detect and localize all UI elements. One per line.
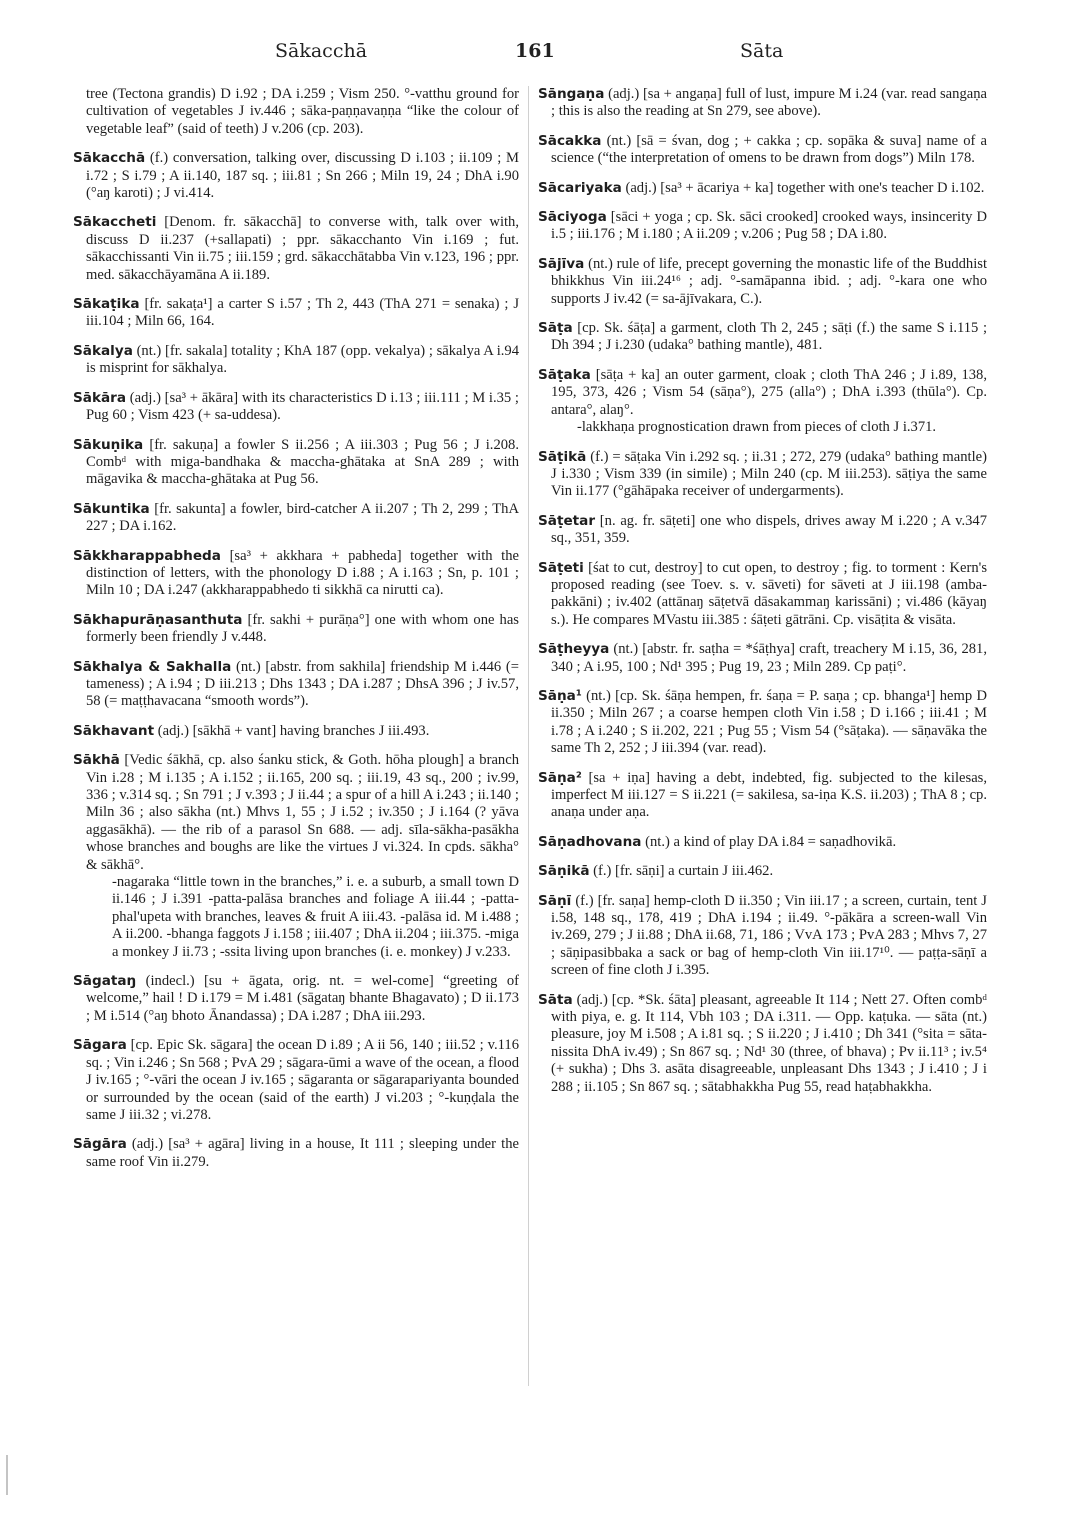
- running-head-right: Sāta: [740, 40, 784, 62]
- dictionary-entry: [538, 367, 987, 437]
- headword: Sāta: [538, 991, 573, 1008]
- dictionary-entry: [538, 180, 987, 197]
- entry-text: [n. ag. fr. sāṭeti] one who dispels, drives away M i.220 ; A v.347 sq., 351, 359.: [551, 512, 987, 547]
- headword: Sāṇa¹: [538, 687, 582, 704]
- left-column: [73, 86, 519, 1183]
- headword: Sāṭeti: [538, 559, 584, 576]
- headword: Sākacchā: [73, 150, 146, 167]
- headword: Sāngaṇa: [538, 86, 605, 102]
- entry-text: (adj.) [sa + angaṇa] full of lust, impure M i.24 (var. read sangaṇa ; this is also the reading at Sn 279, see above).: [551, 86, 987, 120]
- page-number: 161: [515, 40, 555, 62]
- headword: Sāṇikā: [538, 863, 590, 880]
- entry-text: [sa + iṇa] having a debt, indebted, fig. subjected to the kilesas, imperfect M iii.127 = S ii.221 (= sakilesa, sa-iṇa K.S. ii.203) ; ThA 8 ; cp. anaṇa under aṇa.: [551, 769, 987, 821]
- margin-mark: [6, 1455, 8, 1495]
- headword: Sāṭaka: [538, 366, 591, 383]
- headword: Sākaṭika: [73, 296, 140, 313]
- dictionary-entry: [73, 86, 519, 138]
- headword: Sāṇa²: [538, 769, 582, 786]
- entry-text: [cp. Epic Sk. sāgara] the ocean D i.89 ; A ii 56, 140 ; iii.52 ; v.116 sq. ; Vin i.246 ; Sn 568 ; PvA 29 ; sāgara-ūmi a wave of the ocean, a flood J iv.165 ; °-vāri the ocean J iv.165 ; sāgaranta or sāgarapariyanta bounded or surrounded by the ocean (said of the earth) J vi.203 ; °-kuṇḍala the same J iii.32 ; vi.278.: [86, 1037, 519, 1123]
- dictionary-entry: [538, 834, 987, 851]
- dictionary-entry: [538, 863, 987, 880]
- dictionary-entry: [73, 343, 519, 378]
- entry-text: (nt.) [sā = śvan, dog ; + cakka ; cp. sopāka & suva] name of a science (“the interpretation of omens to be drawn from dogs”) Miln 178.: [551, 132, 987, 167]
- dictionary-entry: [73, 723, 519, 740]
- dictionary-entry: [538, 893, 987, 980]
- entry-text: (nt.) [abstr. from sakhila] friendship M i.446 (= tameness) ; A i.94 ; D iii.213 ; Dhs 1343 ; DA i.287 ; DhsA 396 ; J iv.57, 58 (= maṭṭhavacana “smooth words”).: [86, 658, 519, 710]
- dictionary-entry: [73, 752, 519, 961]
- entry-text: (adj.) [sa³ + ācariya + ka] together with one's teacher D i.102.: [621, 179, 985, 196]
- entry-text: [fr. sakuṇa] a fowler S ii.256 ; A iii.303 ; Pug 56 ; J i.208. Combᵈ with miga-bandhaka & maccha-ghātaka at SnA 289 ; with māgavika & maccha-ghātaka at Pug 56.: [86, 436, 519, 488]
- dictionary-entry: [73, 612, 519, 647]
- entry-text: (nt.) rule of life, precept governing the monastic life of the Buddhist bhikkhus Vin iii.24¹⁶ ; adj. °-samāpanna ibid. ; adj. °-kara one who supports J iv.42 (= sa-ājīvakara, C.).: [551, 255, 987, 307]
- headword: Sāṭheyya: [538, 641, 610, 658]
- headword: Sāciyoga: [538, 209, 607, 226]
- headword: Sāṇī: [538, 892, 572, 909]
- headword: Sāṭa: [538, 320, 573, 337]
- entry-text: (indecl.) [su + āgata, orig. nt. = wel-come] “greeting of welcome,” hail ! D i.179 = M i.481 (sāgataŋ bhante Bhagavato) ; D ii.173 ; M i.514 (°aŋ bhoto Ānandassa) ; DA i.287 ; DhA iii.293.: [86, 973, 519, 1024]
- headword: Sākuṇika: [73, 436, 144, 453]
- headword: Sākuntika: [73, 500, 150, 517]
- entry-text: [fr. sakhi + purāṇa°] one with whom one has formerly been friendly J v.448.: [86, 611, 519, 646]
- entry-text: [sāṭa + ka] an outer garment, cloak ; cloth ThA 246 ; J i.89, 138, 195, 373, 426 ; Vism 54 (sāṇa°), 275 (alla°) ; DhA i.393 (thūla°). Cp. antara°, alaŋ°.: [551, 366, 987, 418]
- headword: Sājīva: [538, 255, 585, 272]
- dictionary-entry: [538, 992, 987, 1096]
- compounds-subentry: -lakkhaṇa prognostication drawn from pieces of cloth J i.371.: [577, 419, 937, 436]
- dictionary-entry: [538, 133, 987, 168]
- headword: Sāṭikā: [538, 448, 587, 465]
- headword: Sākāra: [73, 389, 127, 406]
- headword: Sākalya: [73, 342, 133, 359]
- entry-text: (adj.) [sa³ + ākāra] with its characteristics D i.13 ; iii.111 ; M i.35 ; Pug 60 ; Vism 423 (+ sa-uddesa).: [86, 389, 519, 424]
- dictionary-entry: [73, 501, 519, 536]
- headword: Sāṭetar: [538, 512, 596, 529]
- dictionary-entry: [73, 659, 519, 711]
- dictionary-entry: [538, 688, 987, 758]
- dictionary-entry: [538, 513, 987, 548]
- dictionary-entry: [538, 320, 987, 355]
- entry-text: [fr. sakunta] a fowler, bird-catcher A ii.207 ; Th 2, 299 ; ThA 227 ; DA i.162.: [86, 500, 519, 535]
- entry-text: (nt.) a kind of play DA i.84 = saṇadhovikā.: [641, 833, 897, 850]
- right-column: [538, 86, 987, 1108]
- headword: Sāgara: [73, 1037, 127, 1054]
- dictionary-entry: [73, 1037, 519, 1124]
- entry-text: tree (Tectona grandis) D i.92 ; DA i.259 ; Vism 250. °-vatthu ground for cultivation of vegetables J iv.446 ; sāka-paṇṇavaṇṇa “like the colour of vegetable leaf” (said of teeth) J v.206 (cp. 203).: [86, 86, 519, 137]
- dictionary-entry: [538, 770, 987, 822]
- headword: Sāgāra: [73, 1136, 127, 1153]
- entry-text: (adj.) [sākhā + vant] having branches J iii.493.: [154, 722, 430, 739]
- headword: Sākhā: [73, 752, 120, 769]
- entry-text: (f.) [fr. saṇa] hemp-cloth D ii.350 ; Vin iii.17 ; a screen, curtain, tent J i.58, 148 sq., 178, 419 ; DhA i.194 ; ii.49. °-pākāra a screen-wall Vin iv.269, 279 ; J ii.88 ; DhA ii.68, 71, 186 ; VvA 173 ; PvA 283 ; Mhvs 7, 27 ; sāṇipasibbaka a sack or bag of hemp-cloth Vin iii.17¹⁰. — paṭṭa-sāṇī a screen of fine cloth J i.395.: [551, 892, 987, 979]
- dictionary-entry: [73, 296, 519, 331]
- compounds-subentry: -nagaraka “little town in the branches,” i. e. a suburb, a small town D ii.146 ; J i.391 -patta-palāsa branches and foliage A iii.44 ; -patta-phal'upeta with branches, leaves & fruit A iii.43. -palāsa id. M i.488 ; A ii.200. -bhanga faggots J i.158 ; iii.407 ; DhA ii.204 ; iii.375. -miga a monkey J ii.73 ; -ssita living upon branches (i. e. monkey) J v.233.: [112, 874, 519, 960]
- dictionary-entry: [538, 449, 987, 501]
- entry-text: [Vedic śākhā, cp. also śanku stick, & Goth. hōha plough] a branch Vin i.28 ; M i.135 ; A i.152 ; ii.165, 200 sq. ; iii.19, 43 sq., 200 ; iv.99, 336 ; v.314 sq. ; Sn 791 ; J v.393 ; J ii.44 ; a spur of a hill A i.243 ; ii.140 ; Miln 36 ; also sākha (nt.) Mhvs 1, 55 ; J i.52 ; iv.350 ; J i.164 (? yāva aggasākhā). — the rib of a parasol Sn 688. — adj. sīla-sākha-pasākha whose branches and boughs are like the virtues J vi.324. In cpds. sākha° & sākhā°.: [86, 752, 519, 873]
- headword: Sācariyaka: [538, 179, 622, 196]
- headword: Sācakka: [538, 132, 602, 149]
- dictionary-entry: [73, 973, 519, 1025]
- headword: Sākaccheti: [73, 214, 157, 231]
- entry-text: [fr. sakaṭa¹] a carter S i.57 ; Th 2, 443 (ThA 271 = senaka) ; J iii.104 ; Miln 66, 164.: [86, 296, 519, 330]
- entry-text: (f.) = sāṭaka Vin i.292 sq. ; ii.31 ; 272, 279 (udaka° bathing mantle) J i.330 ; Vism 339 (in simile) ; Miln 240 (cp. M iii.253). sāṭiya the same Vin ii.177 (°gāhāpaka receiver of undergarments).: [551, 448, 987, 500]
- dictionary-entry: [538, 209, 987, 244]
- headword: Sākhalya & Sakhalla: [73, 658, 232, 675]
- dictionary-entry: [73, 1136, 519, 1171]
- entry-text: (nt.) [fr. sakala] totality ; KhA 187 (opp. vekalya) ; sākalya A i.94 is misprint for sākhalya.: [86, 342, 519, 377]
- entry-text: (nt.) [cp. Sk. śāṇa hempen, fr. śaṇa = P. saṇa ; cp. bhanga¹] hemp D ii.350 ; Miln 267 ; a coarse hempen cloth Vin i.58 ; D i.166 ; iii.41 ; M i.78 ; A i.240 ; S ii.202, 221 ; Pug 55 ; Vism 54 (°sāṭaka). — sāṇavāka the same Th 2, 252 ; J iii.394 (var. read).: [551, 687, 987, 757]
- headword: Sāgataŋ: [73, 973, 137, 990]
- dictionary-entry: [538, 86, 987, 121]
- entry-text: [Denom. fr. sākacchā] to converse with, talk over with, discuss D ii.237 (+sallapati) ; ppr. sākacchanto Vin i.169 ; fut. sākacchissanti Vin ii.75 ; iii.159 ; grd. sākacchātabba Vin v.123, 196 ; ppr. med. sākacchāyamāna A ii.189.: [86, 214, 519, 283]
- headword: Sāṇadhovana: [538, 833, 642, 850]
- column-divider: [528, 86, 529, 1386]
- dictionary-entry: [73, 437, 519, 489]
- entry-text: [sa³ + akkhara + pabheda] together with the distinction of letters, with the phonology D i.88 ; A i.163 ; Sn, p. 101 ; Miln 10 ; DA i.247 (akkharappabhedo ti sikkhā ca nirutti ca).: [86, 547, 519, 599]
- dictionary-entry: [73, 150, 519, 202]
- headword: Sākhavant: [73, 722, 155, 739]
- entry-text: (nt.) [abstr. fr. saṭha = *śāṭhya] craft, treachery M i.15, 36, 281, 340 ; A i.95, 100 ; Nd¹ 395 ; Pug 19, 23 ; Miln 289. Cp paṭi°.: [551, 641, 987, 675]
- dictionary-entry: [73, 390, 519, 425]
- entry-text: (adj.) [cp. *Sk. śāta] pleasant, agreeable It 114 ; Nett 27. Often combᵈ with piya, e. g. It 114, Vbh 103 ; DA i.311. — Opp. kaṭuka. — sāta (nt.) pleasure, joy M i.508 ; A i.81 sq. ; S ii.220 ; J i.410 ; Dh 341 (°sita = sāta-nissita DhA iv.49) ; Sn 867 sq. ; Nd¹ 30 (three, of bhava) ; Pv ii.11³ ; iv.5⁴ (+ sukha) ; Dhs 3. asāta disagreeable, unpleasant Dhs 1343 ; J i.410 ; J i 288 ; ii.105 ; Sn 867 sq. ; sātabhakkha Pug 55, read haṭabhakkha.: [551, 991, 987, 1095]
- dictionary-entry: [538, 256, 987, 308]
- dictionary-entry: [538, 641, 987, 676]
- headword: Sākhapurāṇasanthuta: [73, 611, 243, 628]
- entry-text: [śat to cut, destroy] to cut open, to destroy ; fig. to torment : Kern's proposed reading (see Toev. s. v. sāveti) for sāveti at J iii.198 (amba-pakkāni) ; iv.402 (attānaŋ sāṭetvā dāsakammaŋ karissāni) ; vi.486 (kāyaŋ s.). He compares MVastu iii.385 : śāṭeti gātrāni. Cp. visāṭita & visāta.: [551, 559, 987, 628]
- running-head-left: Sākacchā: [275, 40, 368, 62]
- entry-text: (f.) conversation, talking over, discussing D i.103 ; ii.109 ; M i.72 ; S i.79 ; A ii.140, 187 sq. ; iii.81 ; Sn 266 ; Miln 19, 24 ; DhA i.90 (°aŋ karoti) ; J vi.414.: [86, 150, 519, 202]
- entry-text: (f.) [fr. sāṇi] a curtain J iii.462.: [589, 863, 774, 880]
- dictionary-entry: [73, 548, 519, 600]
- entry-text: [sāci + yoga ; cp. Sk. sāci crooked] crooked ways, insincerity D i.5 ; iii.176 ; M i.180 ; A ii.209 ; v.206 ; Pug 58 ; DA i.80.: [551, 209, 987, 243]
- dictionary-entry: [538, 560, 987, 630]
- headword: Sākkharappabheda: [73, 547, 221, 564]
- dictionary-entry: [73, 214, 519, 284]
- entry-text: [cp. Sk. śāṭa] a garment, cloth Th 2, 245 ; sāṭi (f.) the same S i.115 ; Dh 394 ; J i.230 (udaka° bathing mantle), 481.: [551, 320, 987, 354]
- entry-text: (adj.) [sa³ + agāra] living in a house, It 111 ; sleeping under the same roof Vin ii.279.: [86, 1136, 519, 1170]
